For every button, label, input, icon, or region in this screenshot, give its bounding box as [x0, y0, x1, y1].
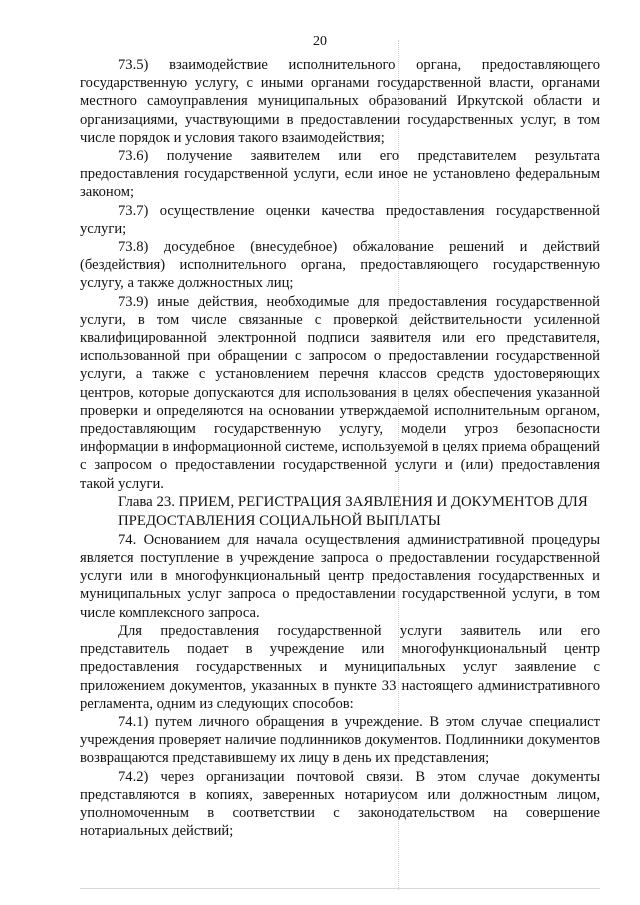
bottom-edge-line	[80, 888, 600, 889]
chapter-heading-line-2: ПРЕДОСТАВЛЕНИЯ СОЦИАЛЬНОЙ ВЫПЛАТЫ	[118, 512, 441, 529]
paragraph-submission-methods: Для предоставления государственной услуги заявитель или его представитель подает в учреждение или многофункциональный центр предоставления государственных и муниципальных услуг заявление с приложением документов, указанных в пункте 33 настоящего административного регламента, одним из следующих способов:	[80, 622, 600, 712]
chapter-heading	[80, 493, 600, 531]
page-number: 20	[313, 34, 327, 49]
chapter-heading-line-1: Глава 23. ПРИЕМ, РЕГИСТРАЦИЯ ЗАЯВЛЕНИЯ И ДОКУМЕНТОВ ДЛЯ	[118, 493, 588, 510]
document-body	[80, 56, 600, 840]
paragraph-74-1: 74.1) путем личного обращения в учреждение. В этом случае специалист учреждения проверяет наличие подлинников документов. Подлинники документов возвращаются представившему их лицу в день их представления;	[80, 713, 600, 767]
paragraph-74: 74. Основанием для начала осуществления административной процедуры является поступление в учреждение запроса о предоставлении государственной услуги или в многофункциональный центр предоставления государственных и муниципальных услуг запроса о предоставлении государственной услуги, в том числе комплексного запроса.	[80, 531, 600, 621]
paragraph-73-8: 73.8) досудебное (внесудебное) обжалование решений и действий (бездействия) исполнительного органа, предоставляющего государственную услугу, а также должностных лиц;	[80, 239, 600, 292]
paragraph-73-9: 73.9) иные действия, необходимые для предоставления государственной услуги, в том числе связанные с проверкой действительности усиленной квалифицированной электронной подписи заявителя или его представителя, использованной при обращении с запросом о предоставлении государственной услуги, а также с установлением перечня классов средств удостоверяющих центров, которые допускаются для использования в целях обеспечения указанной проверки и определяются на основании утверждаемой исполнительным органом, предоставляющим государственную услугу, модели угроз безопасности информации в информационной системе, используемой в целях приема обращений с запросом о предоставлении государственной услуги и (или) предоставления такой услуги.	[80, 293, 600, 492]
paragraph-74-2: 74.2) через организации почтовой связи. В этом случае документы представляются в копиях, заверенных нотариусом или должностным лицом, уполномоченным в соответствии с законодательством на совершение нотариальных действий;	[80, 768, 600, 840]
paragraph-73-7: 73.7) осуществление оценки качества предоставления государственной услуги;	[80, 202, 600, 237]
paragraph-73-6: 73.6) получение заявителем или его представителем результата предоставления государственной услуги, если иное не установлено федеральным законом;	[80, 148, 600, 201]
paragraph-73-5: 73.5) взаимодействие исполнительного органа, предоставляющего государственную услугу, с иными органами государственной власти, органами местного самоуправления муниципальных образований Иркутской области и организациями, участвующими в предоставлении государственных услуг, в том числе порядок и условия такого взаимодействия;	[80, 57, 600, 146]
